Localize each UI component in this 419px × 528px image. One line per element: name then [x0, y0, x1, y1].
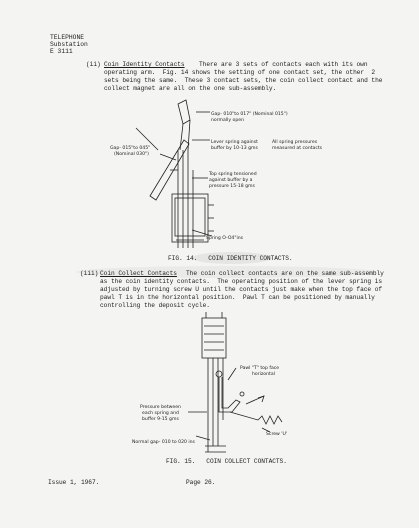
- fig15-label-normal-gap: Normal gap- 010 to 020 ins: [132, 440, 195, 445]
- section-iii-line-3: adjusted by turning screw U until the contacts just make when the top face of: [100, 286, 383, 293]
- section-iii-heading: Coin Collect Contacts: [100, 270, 177, 277]
- fig14-label-all-spring-2: measured at contacts: [272, 146, 323, 151]
- section-ii-heading: Coin Identity Contacts: [104, 61, 185, 68]
- fig14-label-nominal-left: (Nominal 030"): [114, 152, 149, 157]
- fig15-upper-block: [202, 318, 226, 358]
- fig15-caption: FIG. 15. COIN COLLECT CONTACTS.: [166, 458, 287, 465]
- section-iii-line-4: pawl T is in the horizontal position. Pawl T can be positioned by manually: [100, 294, 375, 301]
- fig14-label-lever-spring-2: buffer by 10-13 gms: [211, 146, 258, 151]
- section-iii-line-5: controlling the deposit cycle.: [100, 302, 210, 309]
- fig14-caption: FIG. 14. COIN IDENTITY CONTACTS.: [168, 255, 293, 262]
- header-section: Substation: [50, 41, 88, 48]
- section-ii-line-3: sets being the same. These 3 contact sets, the coin collect contact and the: [104, 77, 383, 84]
- section-ii-line-1: There are 3 sets of contacts each with its own: [199, 61, 368, 68]
- fig15-label-pressure-2: each spring and: [142, 411, 179, 416]
- fig15-label-pawl-2: horizontal: [252, 372, 275, 377]
- fig14-label-gap-left: Gap- 015"to 045": [110, 146, 151, 151]
- fig14-label-all-spring: All spring pressures: [272, 140, 318, 145]
- fig14-label-spring-ins: Spring O-O4"ins: [206, 236, 244, 241]
- section-iii-number: (iii): [80, 270, 99, 277]
- fig15-label-pressure: Pressure between: [140, 405, 181, 410]
- section-ii-line-2: operating arm. Fig. 14 shows the setting of one contact set, the other 2: [104, 69, 376, 76]
- fig14-label-top-spring-2: against buffer by a: [209, 178, 253, 183]
- fig15-label-pressure-3: buffer 9-15 gms: [142, 417, 179, 422]
- header-code: E 3111: [50, 48, 73, 55]
- fig15-pawl: [219, 377, 240, 412]
- fig14-label-gap-top: Gap- 010"to 017" (Nominal 015"): [211, 112, 288, 117]
- footer-page-number: Page 26.: [186, 479, 216, 486]
- section-iii-line-2: as the coin identity contacts. The operating position of the lever spring is: [100, 278, 383, 285]
- fig14-label-normally-open: normally open: [211, 118, 245, 123]
- header-department: TELEPHONE: [50, 34, 85, 41]
- fig15-label-pawl: Pawl "T" top face: [240, 366, 280, 371]
- fig14-label-lever-spring: Lever spring against: [211, 140, 258, 145]
- footer-issue: Issue 1, 1967.: [48, 479, 100, 486]
- section-ii-line-4: collect magnet are all on the one sub-assembly.: [104, 85, 277, 92]
- fig15-screw-u: [258, 416, 282, 424]
- fig15-pawl-pivot: [216, 371, 222, 377]
- section-ii-number: (ii): [86, 61, 101, 68]
- section-iii-line-1: The coin collect contacts are on the same sub-assembly: [186, 270, 384, 277]
- fig15-label-screw: Screw 'U': [266, 432, 288, 437]
- fig14-label-top-spring: Top spring tensioned: [209, 172, 257, 177]
- fig14-label-top-spring-3: pressure 15-18 gms: [209, 184, 255, 189]
